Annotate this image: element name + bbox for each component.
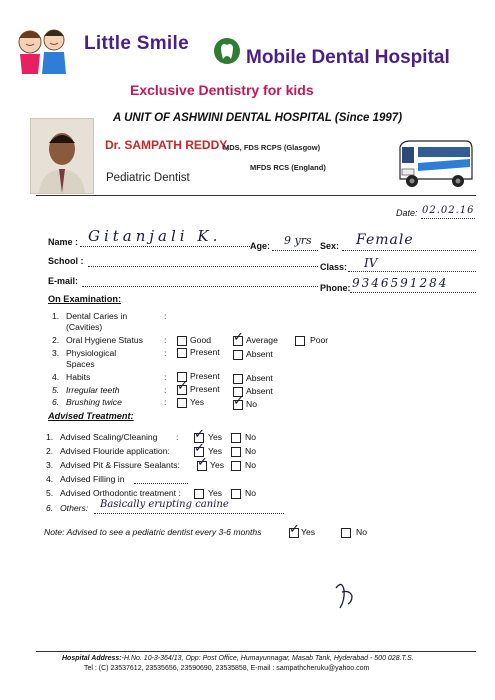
exam-5-colon: : [164, 385, 167, 395]
footer-address-label: Hospital Address: [62, 655, 122, 662]
exam-4-label: Habits [66, 372, 91, 382]
note-no-label: No [356, 527, 367, 537]
age-value[interactable]: 9 yrs [284, 234, 312, 247]
treatment-heading: Advised Treatment: [48, 411, 134, 421]
title-left: Little Smile [84, 33, 189, 54]
doctor-photo [30, 118, 94, 194]
treat-1-label: Advised Scaling/Cleaning [60, 432, 158, 442]
phone-line [350, 292, 476, 293]
exam-2-opt-good-label: Good [190, 335, 212, 345]
age-label: Age: [250, 241, 270, 251]
exam-3-colon: : [164, 348, 167, 358]
note-no-checkbox[interactable] [341, 528, 351, 538]
email-label: E-mail: [48, 276, 79, 286]
exam-3-label: Physiological [66, 348, 117, 358]
phone-label: Phone: [320, 283, 351, 293]
treat-6-label: Others: [60, 503, 89, 513]
note-yes-label: Yes [301, 527, 316, 537]
treat-3-num: 3. [46, 460, 54, 470]
treat-1-yes-label: Yes [208, 432, 223, 442]
sex-label: Sex: [320, 241, 340, 251]
kids-logo [8, 22, 80, 78]
treat-4-label: Advised Filling in [60, 474, 125, 484]
exam-6-opt-yes-checkbox[interactable] [177, 398, 187, 408]
footer-address [62, 655, 414, 662]
exam-1-label: Dental Caries in [66, 311, 128, 321]
treat-5-no-checkbox[interactable] [231, 489, 241, 499]
exam-5-label: Irregular teeth [66, 385, 120, 395]
exam-4-opt-absent-checkbox[interactable] [233, 374, 243, 384]
doctor-quals-2: MFDS RCS (England) [250, 163, 326, 172]
treat-3-no-label: No [245, 460, 256, 470]
exam-3-opt-absent-checkbox[interactable] [233, 350, 243, 360]
treat-2-yes-label: Yes [208, 446, 223, 456]
exam-2-opt-poor-checkbox[interactable] [295, 336, 305, 346]
exam-1-num: 1. [52, 311, 60, 321]
exam-6-opt-no-label: No [246, 399, 257, 409]
treat-2-num: 2. [46, 446, 54, 456]
treat-5-label: Advised Orthodontic treatment : [60, 488, 181, 498]
tooth-logo-icon [213, 37, 241, 65]
exam-4-opt-absent-label: Absent [246, 373, 273, 383]
class-line [348, 271, 476, 272]
name-value[interactable]: Gitanjali K. [88, 227, 222, 245]
treat-1-no-label: No [245, 432, 256, 442]
treat-3-no-checkbox[interactable] [231, 461, 241, 471]
treat-1-colon: : [176, 432, 179, 442]
sex-line [342, 250, 476, 251]
exam-2-opt-good-checkbox[interactable] [177, 336, 187, 346]
exam-5-opt-absent-label: Absent [246, 386, 273, 396]
treat-5-yes-checkbox[interactable] [194, 489, 204, 499]
email-line [82, 286, 318, 287]
footer-tel: Tel : (C) 23537612, 23535656, 23590690, 23535858, E-mail : sampathcheruku@yahoo.com [84, 665, 370, 672]
school-line [88, 266, 318, 267]
exam-3-opt-present-checkbox[interactable] [177, 348, 187, 358]
signature [330, 578, 360, 612]
treat-5-no-label: No [245, 488, 256, 498]
treat-2-label: Advised Flouride application: [60, 446, 170, 456]
treat-6-num: 6. [46, 503, 54, 513]
exam-3-opt-present-label: Present [190, 347, 220, 357]
bus-image [396, 133, 474, 193]
subtitle: Exclusive Dentistry for kids [130, 82, 314, 98]
exam-3-label2: Spaces [66, 359, 95, 369]
exam-2-colon: : [164, 335, 167, 345]
treat-6-line [94, 513, 284, 514]
treat-1-no-checkbox[interactable] [231, 433, 241, 443]
note-yes-checkbox[interactable] [289, 528, 299, 538]
exam-2-opt-average-label: Average [246, 335, 278, 345]
exam-6-opt-no-checkbox[interactable] [233, 400, 243, 410]
treat-1-num: 1. [46, 432, 54, 442]
name-line [80, 246, 250, 247]
exam-3-num: 3. [52, 348, 60, 358]
exam-1-colon: : [164, 311, 167, 321]
exam-6-label: Brushing twice [66, 397, 122, 407]
note-text: Note: Advised to see a pediatric dentist every 3-6 months [44, 527, 262, 537]
exam-6-colon: : [164, 397, 167, 407]
treat-2-no-checkbox[interactable] [231, 447, 241, 457]
exam-1-label2: (Cavities) [66, 322, 103, 332]
exam-6-opt-yes-label: Yes [190, 397, 205, 407]
age-line [272, 250, 318, 251]
exam-4-colon: : [164, 372, 167, 382]
treat-3-yes-checkbox[interactable] [197, 461, 207, 471]
treat-2-no-label: No [245, 446, 256, 456]
exam-heading: On Examination: [48, 294, 121, 304]
exam-4-num: 4. [52, 372, 60, 382]
school-label: School : [48, 256, 84, 266]
class-value[interactable]: IV [364, 256, 378, 270]
name-label: Name : [48, 237, 79, 247]
header-divider [36, 195, 476, 196]
footer-address-text: -H.No. 10-3-364/13, Opp: Post Office, Humayunnagar, Masab Tank, Hyderabad - 500 028.T.S. [121, 655, 414, 662]
unit-line: A UNIT OF ASHWINI DENTAL HOSPITAL (Since 1997) [113, 112, 403, 124]
exam-5-opt-present-label: Present [190, 384, 220, 394]
exam-3-opt-absent-label: Absent [246, 349, 273, 359]
date-label: Date: [396, 208, 418, 218]
exam-2-opt-average-checkbox[interactable] [233, 336, 243, 346]
treat-3-label: Advised Pit & Fissure Sealants: [60, 460, 180, 470]
footer-divider [36, 651, 476, 652]
exam-2-label: Oral Hygiene Status [66, 335, 143, 345]
phone-value[interactable]: 9346591284 [352, 276, 449, 290]
title-right: Mobile Dental Hospital [246, 47, 450, 68]
exam-4-opt-present-label: Present [190, 371, 220, 381]
class-label: Class: [320, 262, 348, 272]
exam-2-opt-poor-label: Poor [310, 335, 329, 345]
date-line [421, 218, 475, 219]
exam-5-opt-present-checkbox[interactable] [177, 385, 187, 395]
treat-4-num: 4. [46, 474, 54, 484]
exam-2-num: 2. [52, 335, 60, 345]
treat-5-yes-label: Yes [208, 488, 223, 498]
doctor-quals-1: MDS, FDS RCPS (Glasgow) [223, 143, 321, 152]
treat-5-num: 5. [46, 488, 54, 498]
treat-6-value[interactable]: Basically erupting canine [100, 499, 229, 510]
doctor-name: Dr. SAMPATH REDDY, [105, 138, 230, 152]
date-value: 02.02.16 [422, 205, 475, 216]
treat-3-yes-label: Yes [210, 460, 225, 470]
sex-value[interactable]: Female [356, 232, 414, 248]
exam-6-num: 6. [52, 397, 60, 407]
exam-5-num: 5. [52, 385, 60, 395]
treat-4-line [134, 483, 188, 484]
doctor-role: Pediatric Dentist [106, 172, 190, 184]
